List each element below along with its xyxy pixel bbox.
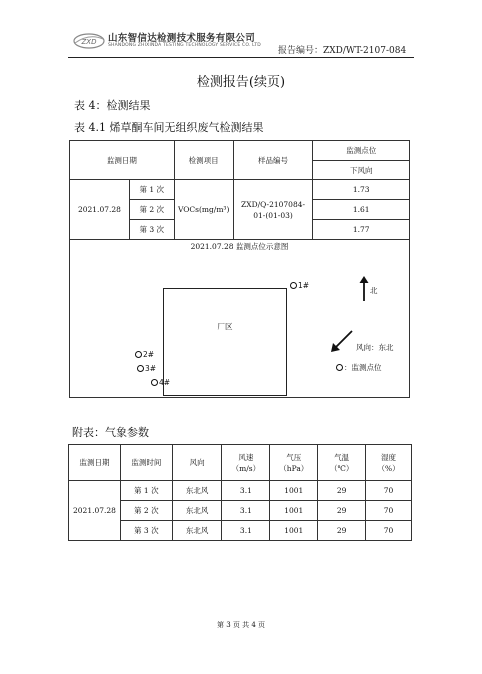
company-name-cn: 山东智信达检测技术服务有限公司 (108, 33, 256, 44)
cell-time: 第 2 次 (120, 501, 172, 521)
header-sample: 样品编号 (233, 141, 313, 180)
company-name-en: SHANDONG ZHIXINDA TESTING TECHNOLOGY SERVICE CO. LTD (108, 43, 261, 48)
point-1 (290, 281, 309, 290)
section-4-title: 表 4：检测结果 (74, 99, 151, 112)
cell-temp: 29 (318, 501, 366, 521)
point-marker-icon (137, 365, 144, 372)
header-wind-speed (222, 445, 270, 481)
cell-speed: 3.1 (222, 501, 270, 521)
point-marker-icon (290, 282, 297, 289)
point-3-label: 3# (145, 364, 157, 373)
cell-time: 第 3 次 (120, 521, 172, 541)
table-row (69, 521, 412, 541)
point-4 (151, 378, 170, 387)
header-wind-dir: 风向 (172, 445, 222, 481)
header-time: 监测时间 (120, 445, 172, 481)
wind-direction-label: 风向：东北 (356, 343, 394, 352)
cell-value: 1.73 (313, 180, 410, 200)
weather-table (68, 444, 412, 541)
monitoring-point-diagram (69, 240, 410, 398)
header-point: 监测点位 (313, 141, 410, 161)
header-wind-speed-label: 风速 (238, 452, 254, 462)
header-pressure-label: 气压 (286, 452, 302, 462)
cell-humidity: 70 (366, 481, 412, 501)
point-2-label: 2# (143, 350, 155, 359)
point-3 (137, 364, 156, 373)
cell-value: 1.77 (313, 220, 410, 240)
table-row (70, 180, 410, 200)
report-number: 报告编号：ZXD/WT-2107-084 (278, 46, 407, 56)
header-wind-speed-unit: （m/s） (231, 463, 261, 473)
cell-sample: ZXD/Q-2107084-01-(01-03) (233, 180, 313, 240)
cell-date: 2021.07.28 (69, 481, 121, 541)
factory-label: 厂区 (217, 322, 233, 331)
cell-pressure: 1001 (270, 501, 318, 521)
results-table (69, 140, 410, 240)
cell-date: 2021.07.28 (70, 180, 130, 240)
page-title: 检测报告(续页) (196, 75, 286, 90)
diagram-title: 2021.07.28 监测点位示意图 (190, 242, 289, 251)
factory-area (163, 288, 287, 396)
cell-round: 第 2 次 (129, 200, 174, 220)
cell-pressure: 1001 (270, 481, 318, 501)
logo-text: ZXD (81, 38, 97, 46)
cell-speed: 3.1 (222, 521, 270, 541)
page-number: 第 3 页 共 4 页 (216, 621, 266, 629)
header-temp-label: 气温 (334, 452, 350, 462)
cell-pressure: 1001 (270, 521, 318, 541)
header-pressure-unit: （hPa） (279, 463, 309, 473)
cell-humidity: 70 (366, 521, 412, 541)
header-date: 监测日期 (69, 445, 121, 481)
legend (336, 362, 382, 373)
legend-marker-icon (336, 364, 343, 371)
cell-dir: 东北风 (172, 521, 222, 541)
north-arrow-icon (358, 276, 370, 302)
cell-humidity: 70 (366, 501, 412, 521)
header-temp (318, 445, 366, 481)
header-divider (68, 57, 414, 58)
header-item: 检测项目 (174, 141, 233, 180)
wind-direction-arrow-icon (330, 329, 354, 353)
point-4-label: 4# (159, 378, 171, 387)
north-label: 北 (370, 286, 378, 295)
cell-temp: 29 (318, 481, 366, 501)
point-2 (135, 350, 154, 359)
appendix-title: 附表：气象参数 (72, 426, 149, 439)
cell-round: 第 3 次 (129, 220, 174, 240)
table-4-1-title: 表 4.1 烯草酮车间无组织废气检测结果 (74, 121, 264, 134)
header-humidity-label: 湿度 (381, 452, 397, 462)
cell-dir: 东北风 (172, 501, 222, 521)
cell-temp: 29 (318, 521, 366, 541)
header-pressure (270, 445, 318, 481)
cell-item: VOCs(mg/m³) (174, 180, 233, 240)
cell-value: 1.61 (313, 200, 410, 220)
point-marker-icon (151, 379, 158, 386)
company-logo (72, 31, 106, 51)
header-date: 监测日期 (70, 141, 175, 180)
cell-time: 第 1 次 (120, 481, 172, 501)
cell-dir: 东北风 (172, 481, 222, 501)
header-humidity-unit: （%） (377, 463, 400, 473)
cell-speed: 3.1 (222, 481, 270, 501)
point-marker-icon (135, 351, 142, 358)
header-downwind: 下风向 (313, 161, 410, 180)
legend-label: ：监测点位 (344, 363, 382, 372)
table-row (69, 501, 412, 521)
header-humidity (366, 445, 412, 481)
cell-round: 第 1 次 (129, 180, 174, 200)
header-temp-unit: （℃） (329, 463, 354, 473)
table-row (69, 481, 412, 501)
point-1-label: 1# (298, 281, 310, 290)
